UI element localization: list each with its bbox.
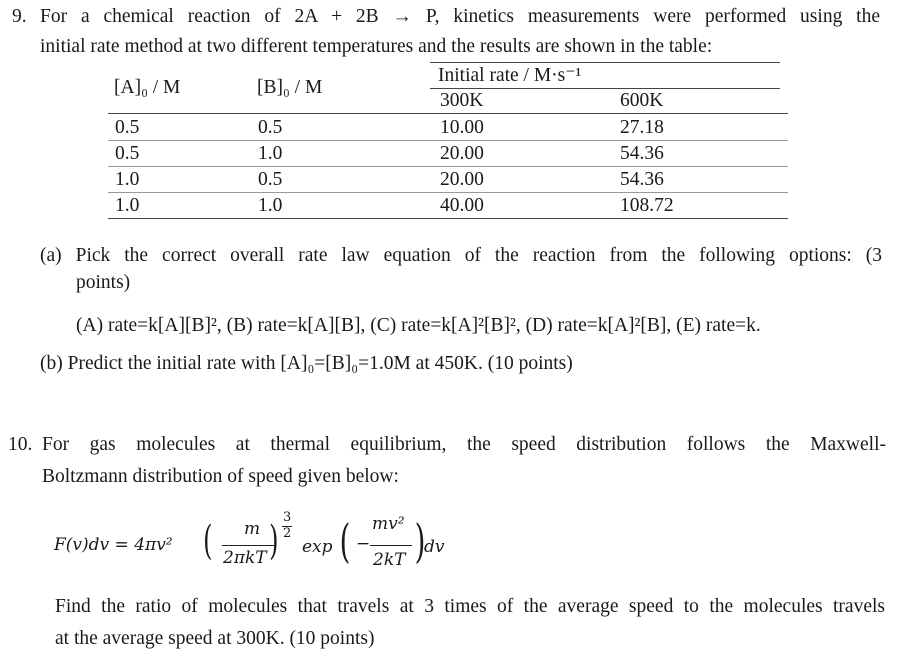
table-cell: 0.5 [115,143,140,164]
part-a-line2: points) [76,272,131,293]
table-row-rule [108,192,788,193]
eq-den-2pikt: 2πkT [223,548,267,568]
table-row-rule [108,140,788,141]
table-cell: 0.5 [115,117,140,138]
q9-text-line2: initial rate method at two different temperatures and the results are shown in the table: [40,36,713,57]
q10-text-line1: For gas molecules at thermal equilibrium, the speed distribution follows the Maxwell- [42,434,886,455]
table-bottom-rule [108,218,788,219]
q10-text-line2: Boltzmann distribution of speed given below: [42,466,399,487]
q10-find-line1: Find the ratio of molecules that travels at 3 times of the average speed to the molecules travels [55,596,885,617]
eq-minus: − [356,534,371,554]
eq-lhs: F(v)dv = 4πv² [54,535,173,555]
table-header-a: [A]₀ / M [114,77,181,98]
part-a-options: (A) rate=k[A][B]², (B) rate=k[A][B], (C) rate=k[A]²[B]², (D) rate=k[A]²[B], (E) rate=k. [76,315,761,336]
eq-exp-den: 2 [283,526,292,541]
eq-exp-word: exp [302,537,333,557]
eq-num-m: m [244,519,261,539]
table-cell: 20.00 [440,143,484,164]
table-cell: 20.00 [440,169,484,190]
table-subheader-rule [430,88,780,89]
table-cell: 27.18 [620,117,664,138]
table-cell: 108.72 [620,195,674,216]
q9-number: 9. [12,6,27,27]
eq-paren2-right: ) [414,514,426,568]
table-cell: 1.0 [258,195,283,216]
q10-find-line2: at the average speed at 300K. (10 points) [55,628,375,649]
part-a-line1: (a) Pick the correct overall rate law equation of the reaction from the following options: (3 [40,245,882,266]
table-header-temp2: 600K [620,90,664,111]
table-cell: 1.0 [258,143,283,164]
eq-dv: dv [424,537,445,557]
q10-number: 10. [8,434,33,455]
eq-paren2-left: ( [339,514,351,568]
eq-exp-num: 3 [283,510,292,525]
table-header-rate: Initial rate / M·s⁻¹ [438,65,582,86]
table-cell: 10.00 [440,117,484,138]
part-b-text: (b) Predict the initial rate with [A]₀=[B]₀=1.0M at 450K. (10 points) [40,353,573,374]
table-header-b: [B]₀ / M [257,77,323,98]
table-cell: 54.36 [620,169,664,190]
table-header-rule [108,113,788,114]
eq-inner-num: mv² [372,514,405,534]
eq-paren-left: ( [203,518,213,564]
eq-paren-right: ) [269,518,279,564]
table-header-temp1: 300K [440,90,484,111]
table-cell: 0.5 [258,117,283,138]
table-row-rule [108,166,788,167]
eq-inner-bar [370,545,412,546]
table-cell: 1.0 [115,169,140,190]
eq-inner-den: 2kT [373,550,406,570]
q9-text-line1: For a chemical reaction of 2A + 2B → P, kinetics measurements were performed using the [40,6,880,27]
table-cell: 40.00 [440,195,484,216]
table-cell: 0.5 [258,169,283,190]
table-cell: 1.0 [115,195,140,216]
eq-frac-bar [222,545,274,546]
table-cell: 54.36 [620,143,664,164]
